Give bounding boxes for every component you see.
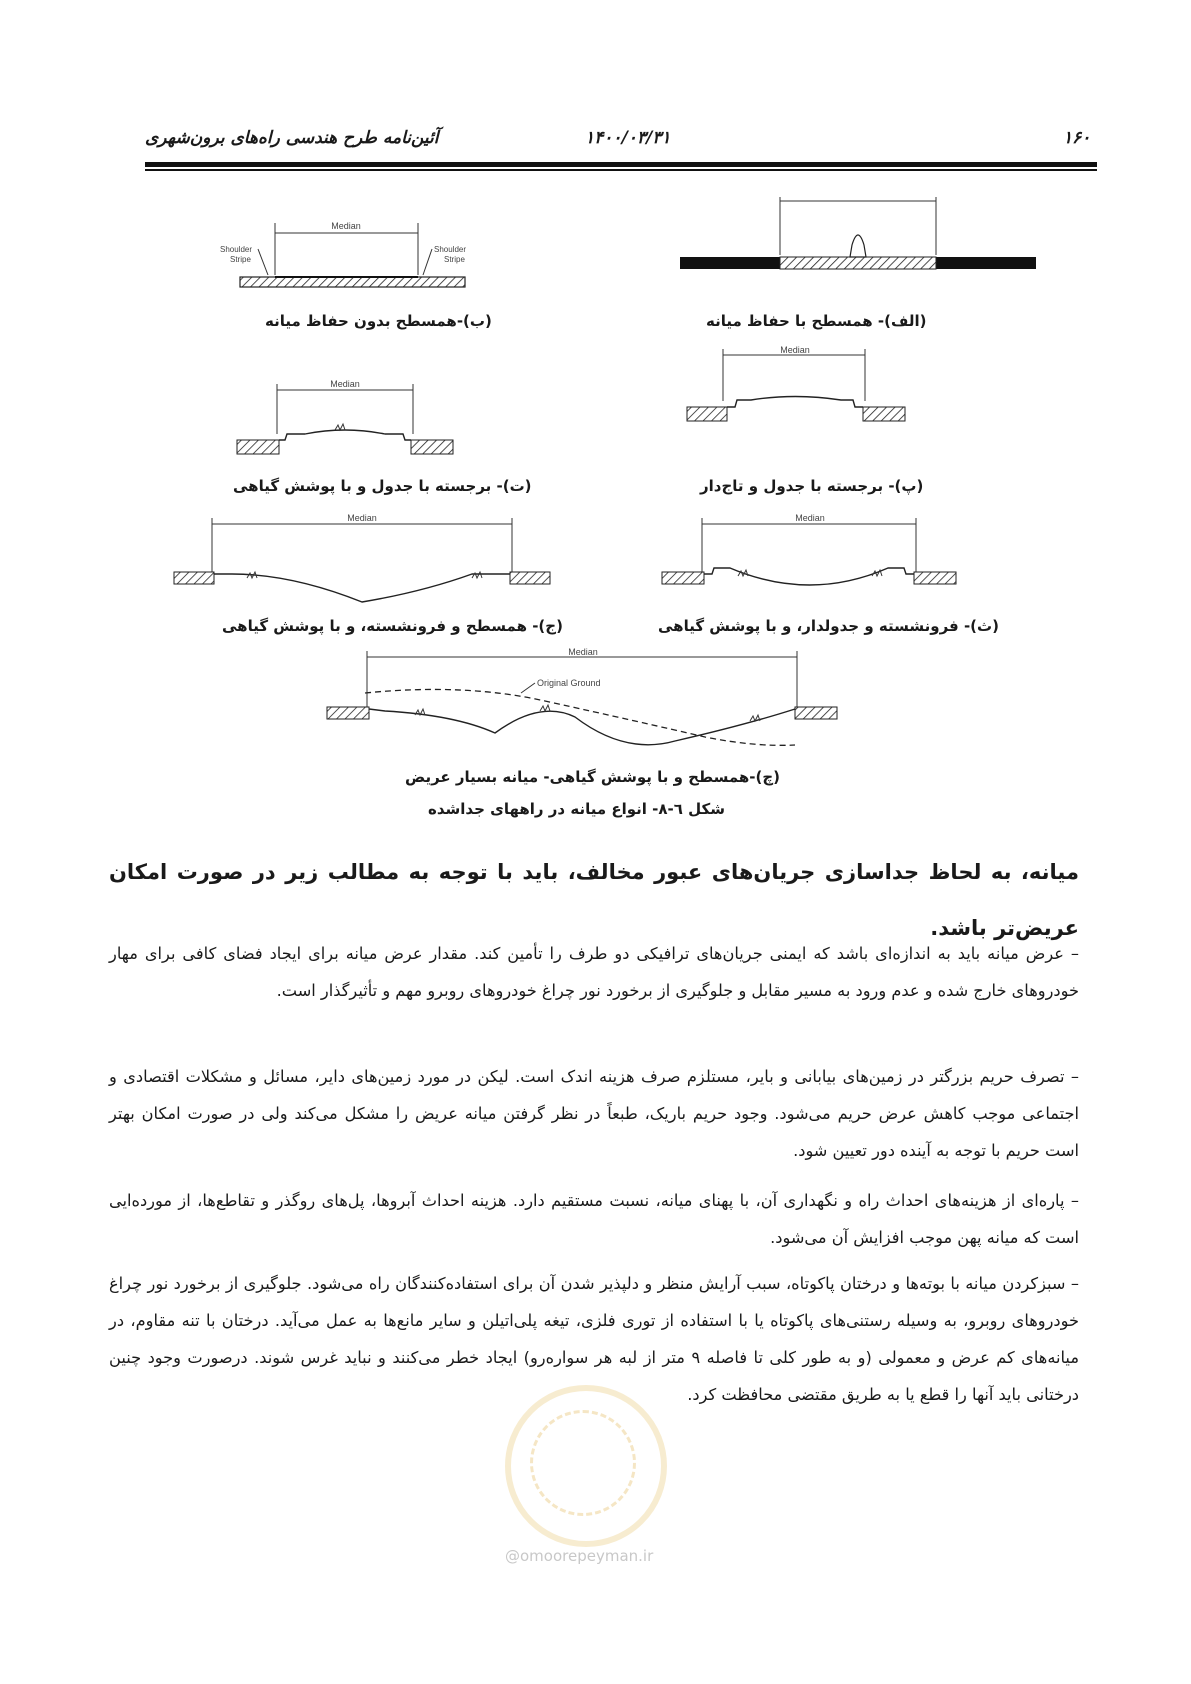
header-rule-thick: [145, 162, 1097, 167]
figure-title: شکل ٦-۸- انواع میانه در راههای جداشده: [428, 800, 725, 818]
median-label: Median: [780, 345, 810, 355]
caption-pe: (پ)- برجسته با جدول و تاج‌دار: [700, 477, 924, 495]
header-title: آئین‌نامه طرح هندسی راه‌های برون‌شهری: [145, 128, 439, 148]
diagram-very-wide-median: [325, 645, 845, 760]
caption-alef: (الف)- همسطح با حفاظ میانه: [706, 312, 927, 330]
diagram-raised-curbed-crowned: [685, 345, 925, 435]
caption-be: (ب)-همسطح بدون حفاظ میانه: [265, 312, 492, 330]
watermark-seal-inner: [530, 1410, 636, 1516]
diagram-flush-depressed-vegetated: [172, 512, 552, 612]
median-label: Median: [330, 379, 360, 389]
shoulder-stripe-label-left: Shoulder: [220, 245, 253, 254]
shoulder-stripe-label-right-2: Stripe: [444, 255, 465, 264]
header-date: ۱۴۰۰/۰۳/۳۱: [585, 128, 671, 148]
paragraph-4: – سبزکردن میانه با بوته‌ها و درختان پاکوتاه، سبب آرایش منظر و دلپذیر شدن آن برای استفاده‌کنندگان راه می‌شود. جلوگیری از برخورد نور چراغ خودروهای روبرو، به وسیله رستنی‌های پاکوتاه یا با استفاده از توری فلزی، تیغه پلی‌اتیلن و سایر مانع‌ها به عمل می‌آید. درختان با تنه مقاوم، در میانه‌های کم عرض و معمولی (و به طور کلی تا فاصله ۹ متر از لبه هر سواره‌رو) ایجاد خطر می‌کنند و نباید غرس شوند. درصورت وجود چنین درختانی باید آنها را قطع یا به طریق مقتضی محافظت کرد.: [109, 1274, 1079, 1404]
diagram-flush-with-barrier: [680, 195, 1060, 295]
caption-te: (ت)- برجسته با جدول و با پوشش گیاهی: [233, 477, 532, 495]
original-ground-label: Original Ground: [537, 678, 601, 688]
median-label: Median: [347, 513, 377, 523]
diagram-depressed-curbed-vegetated: [660, 512, 960, 612]
caption-che: (چ)-همسطح و با پوشش گیاهی- میانه بسیار عریض: [405, 768, 781, 786]
paragraph-1: – عرض میانه باید به اندازه‌ای باشد که ایمنی جریان‌های ترافیکی دو طرف را تأمین کند. مقدار عرض میانه برای ایجاد فضای کافی برای مهار خودروهای خارج شده و عدم ورود به مسیر مقابل و جلوگیری از برخورد نور چراغ خودروهای روبرو مهم و تأثیرگذار است.: [109, 944, 1079, 1000]
median-label: Median: [795, 513, 825, 523]
paragraph-3: – پاره‌ای از هزینه‌های احداث راه و نگهداری آن، با پهنای میانه، نسبت مستقیم دارد. هزینه احداث آبروها، پل‌های روگذر و تقاطع‌ها، از مورده‌ایی است که میانه پهن موجب افزایش آن می‌شود.: [109, 1191, 1079, 1247]
median-label: Median: [568, 647, 598, 657]
caption-se: (ث)- فرونشسته و جدولدار، و با پوشش گیاهی: [658, 617, 999, 635]
median-label: Median: [331, 221, 361, 231]
shoulder-stripe-label-left-2: Stripe: [230, 255, 251, 264]
diagram-flush-no-barrier: [220, 215, 520, 315]
page-number: ۱۶۰: [1063, 128, 1091, 148]
diagram-raised-curbed-vegetated: [235, 378, 475, 468]
paragraph-2: – تصرف حریم بزرگتر در زمین‌های بیابانی و بایر، مستلزم صرف هزینه اندک است. لیکن در مورد زمین‌های دایر، مسائل و مشکلات اقتصادی و اجتماعی موجب کاهش عرض حریم می‌شود. وجود حریم باریک، طبعاً در نظر گرفتن میانه عریض را مشکل می‌کند ولی در صورت امکان بهتر است حریم با توجه به آینده دور تعیین شود.: [109, 1067, 1079, 1160]
section-heading: میانه، به لحاظ جداسازی جریان‌های عبور مخالف، باید با توجه به مطالب زیر در صورت امکان عریض‌تر باشد.: [109, 860, 1079, 940]
shoulder-stripe-label-right: Shoulder: [434, 245, 467, 254]
caption-jim: (ج)- همسطح و فرونشسته، و با پوشش گیاهی: [222, 617, 563, 635]
watermark-site: @omoorepeyman.ir: [505, 1547, 654, 1565]
header-rule-thin: [145, 169, 1097, 171]
